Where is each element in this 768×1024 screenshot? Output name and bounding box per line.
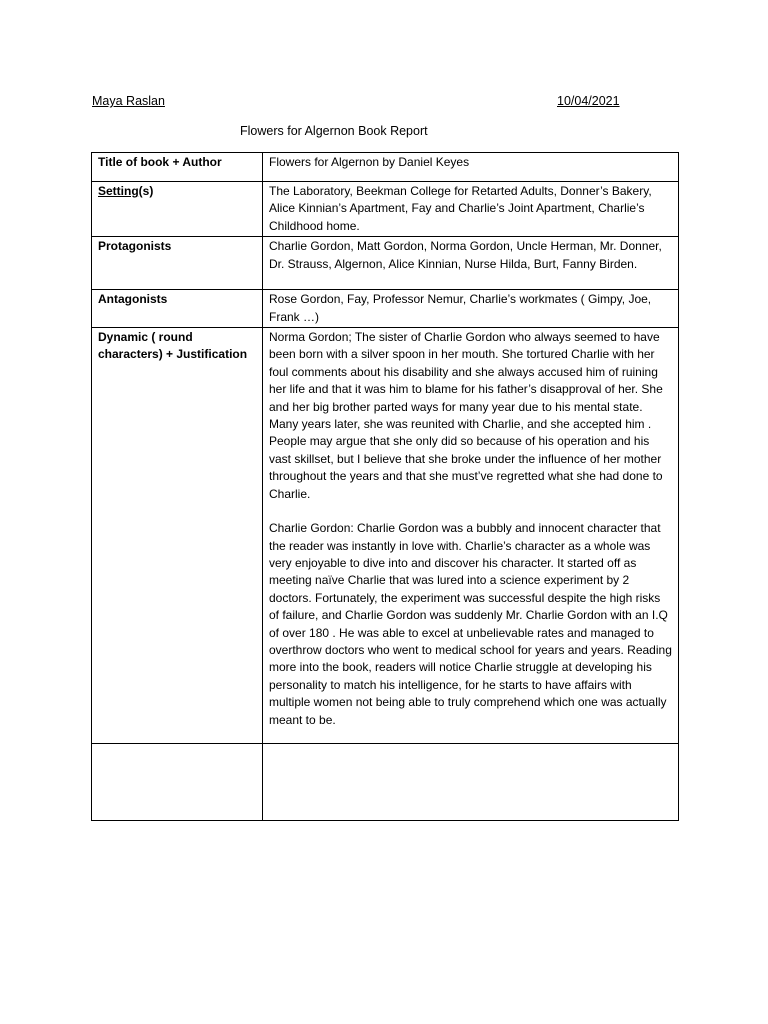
report-date: 10/04/2021 [557, 94, 620, 108]
row-label-empty [92, 744, 263, 821]
paragraph-charlie-gordon: Charlie Gordon: Charlie Gordon was a bubbly and innocent character that the reader was instantly in love with. Charlie’s character as a whole was very enjoyable to dive into and discover his character. It started off as meeting naïve Charlie that was lured into a science experiment by 2 doctors. Fortunately, the experiment was successful despite the high risks of failure, and Charlie Gordon was suddenly Mr. Charlie Gordon with an I.Q of over 180 . He was able to excel at unbelievable rates and managed to overthrow doctors who went to medical school for years and years. Reading more into the book, readers will notice Charlie struggle at developing his personality to match his intelligence, for he starts to have affairs with multiple women not being able to truly comprehend which one was actually meant to be. [269, 521, 672, 727]
row-content-title-author: Flowers for Algernon by Daniel Keyes [263, 153, 679, 182]
table-row-empty [92, 744, 679, 821]
setting-label-underlined: Setting [98, 184, 139, 198]
row-content-protagonists: Charlie Gordon, Matt Gordon, Norma Gordon, Uncle Herman, Mr. Donner, Dr. Strauss, Algernon, Alice Kinnian, Nurse Hilda, Burt, Fanny Birden. [263, 237, 679, 290]
book-report-table [91, 152, 679, 821]
table-row-antagonists [92, 290, 679, 328]
row-label-antagonists: Antagonists [92, 290, 263, 328]
row-label-dynamic-characters: Dynamic ( round characters) + Justification [92, 328, 263, 744]
row-content-antagonists: Rose Gordon, Fay, Professor Nemur, Charlie’s workmates ( Gimpy, Joe, Frank …) [263, 290, 679, 328]
paragraph-norma-gordon: Norma Gordon; The sister of Charlie Gordon who always seemed to have been born with a silver spoon in her mouth. She tortured Charlie with her foul comments about his disability and she always accused him of ruining her life and that it was him to blame for his father’s disapproval of her. She and her big brother parted ways for many year due to his mental state. Many years later, she was reunited with Charlie, and she accepted him . People may argue that she only did so because of his operation and his vast skillset, but I believe that she broke under the influence of her mother throughout the years and that she must’ve regretted what she had done to Charlie. [269, 330, 663, 501]
table-row-dynamic-characters [92, 328, 679, 744]
table-row-title-author [92, 153, 679, 182]
row-content-dynamic-characters [263, 328, 679, 744]
report-title: Flowers for Algernon Book Report [240, 124, 428, 138]
author-name: Maya Raslan [92, 94, 165, 108]
table-row-setting [92, 182, 679, 237]
row-content-setting: The Laboratory, Beekman College for Retarted Adults, Donner’s Bakery, Alice Kinnian’s Apartment, Fay and Charlie’s Joint Apartment, Charlie’s Childhood home. [263, 182, 679, 237]
setting-label-suffix: (s) [138, 184, 154, 198]
table-row-protagonists [92, 237, 679, 290]
row-label-protagonists: Protagonists [92, 237, 263, 290]
row-label-setting [92, 182, 263, 237]
row-label-title-author: Title of book + Author [92, 153, 263, 182]
row-content-empty [263, 744, 679, 821]
